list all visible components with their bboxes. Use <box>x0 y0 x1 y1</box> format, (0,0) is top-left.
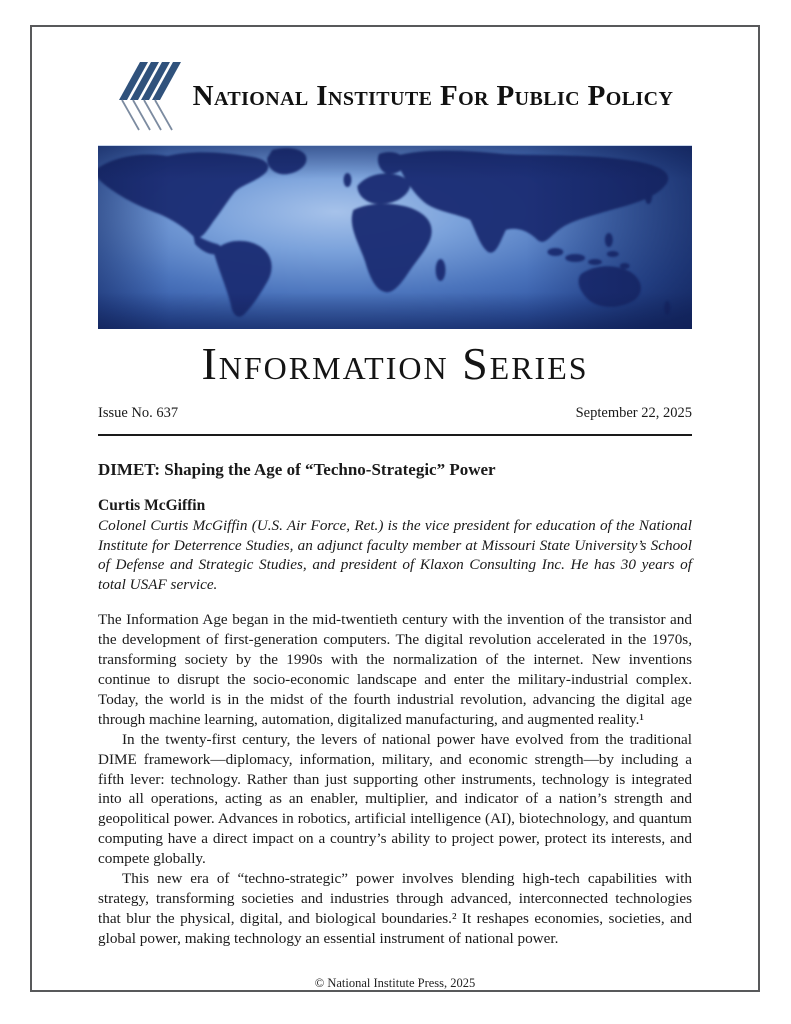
article-body <box>98 460 692 949</box>
issue-number: Issue No. 637 <box>98 404 179 421</box>
logo-chevron-bars <box>119 62 181 100</box>
body-paragraph: This new era of “techno-strategic” power involves blending high-tech capabilities with strategy, transforming societies and industries through advanced, interconnected technologies that blur the physical, digital, and biological boundaries.² It reshapes economies, societies, and global power, making technology an essential instrument of national power. <box>98 870 692 947</box>
institute-name: National Institute For Public Policy <box>192 79 674 112</box>
nipp-logo-icon <box>117 61 181 131</box>
issue-row <box>98 405 692 422</box>
world-map-image <box>98 145 692 329</box>
article-title: DIMET: Shaping the Age of “Techno-Strategic” Power <box>98 459 496 479</box>
masthead <box>98 57 692 135</box>
series-title: Information Series <box>201 338 589 389</box>
document-page <box>30 25 760 992</box>
author-name: Curtis McGiffin <box>98 496 206 514</box>
divider-rule <box>98 434 692 436</box>
author-bio: Colonel Curtis McGiffin (U.S. Air Force, Ret.) is the vice president for education of the National Institute for Deterrence Studies, an adjunct faculty member at Missouri State University’s School of Defense and Strategic Studies, and president of Klaxon Consulting Inc. He has 30 years of total USAF service. <box>98 516 692 594</box>
logo-chevron-lines <box>122 100 172 130</box>
body-paragraph: In the twenty-first century, the levers of national power have evolved from the traditional DIME framework—diplomacy, information, military, and economic strength—by including a fifth lever: technology. Rather than just supporting other instruments, technology is integrated into all operations, acting as an enabler, multiplier, and indicator of a nation’s strength and geopolitical power. Advances in robotics, artificial intelligence (AI), biotechnology, and quantum computing have a direct impact on a country’s ability to project power, protect its interests, and compete globally. <box>98 730 692 868</box>
issue-date: September 22, 2025 <box>575 404 692 421</box>
copyright-notice: © National Institute Press, 2025 <box>314 975 476 990</box>
body-paragraph: The Information Age began in the mid-twentieth century with the invention of the transistor and the development of first-generation computers. The digital revolution accelerated in the 1970s, transforming society by the 1990s with the normalization of the internet. New inventions continue to disrupt the socio-economic landscape and enter the military-industrial complex. Today, the world is in the midst of the fourth industrial revolution, advancing the digital age through machine learning, automation, digitalized manufacturing, and augmented reality.¹ <box>98 611 692 728</box>
